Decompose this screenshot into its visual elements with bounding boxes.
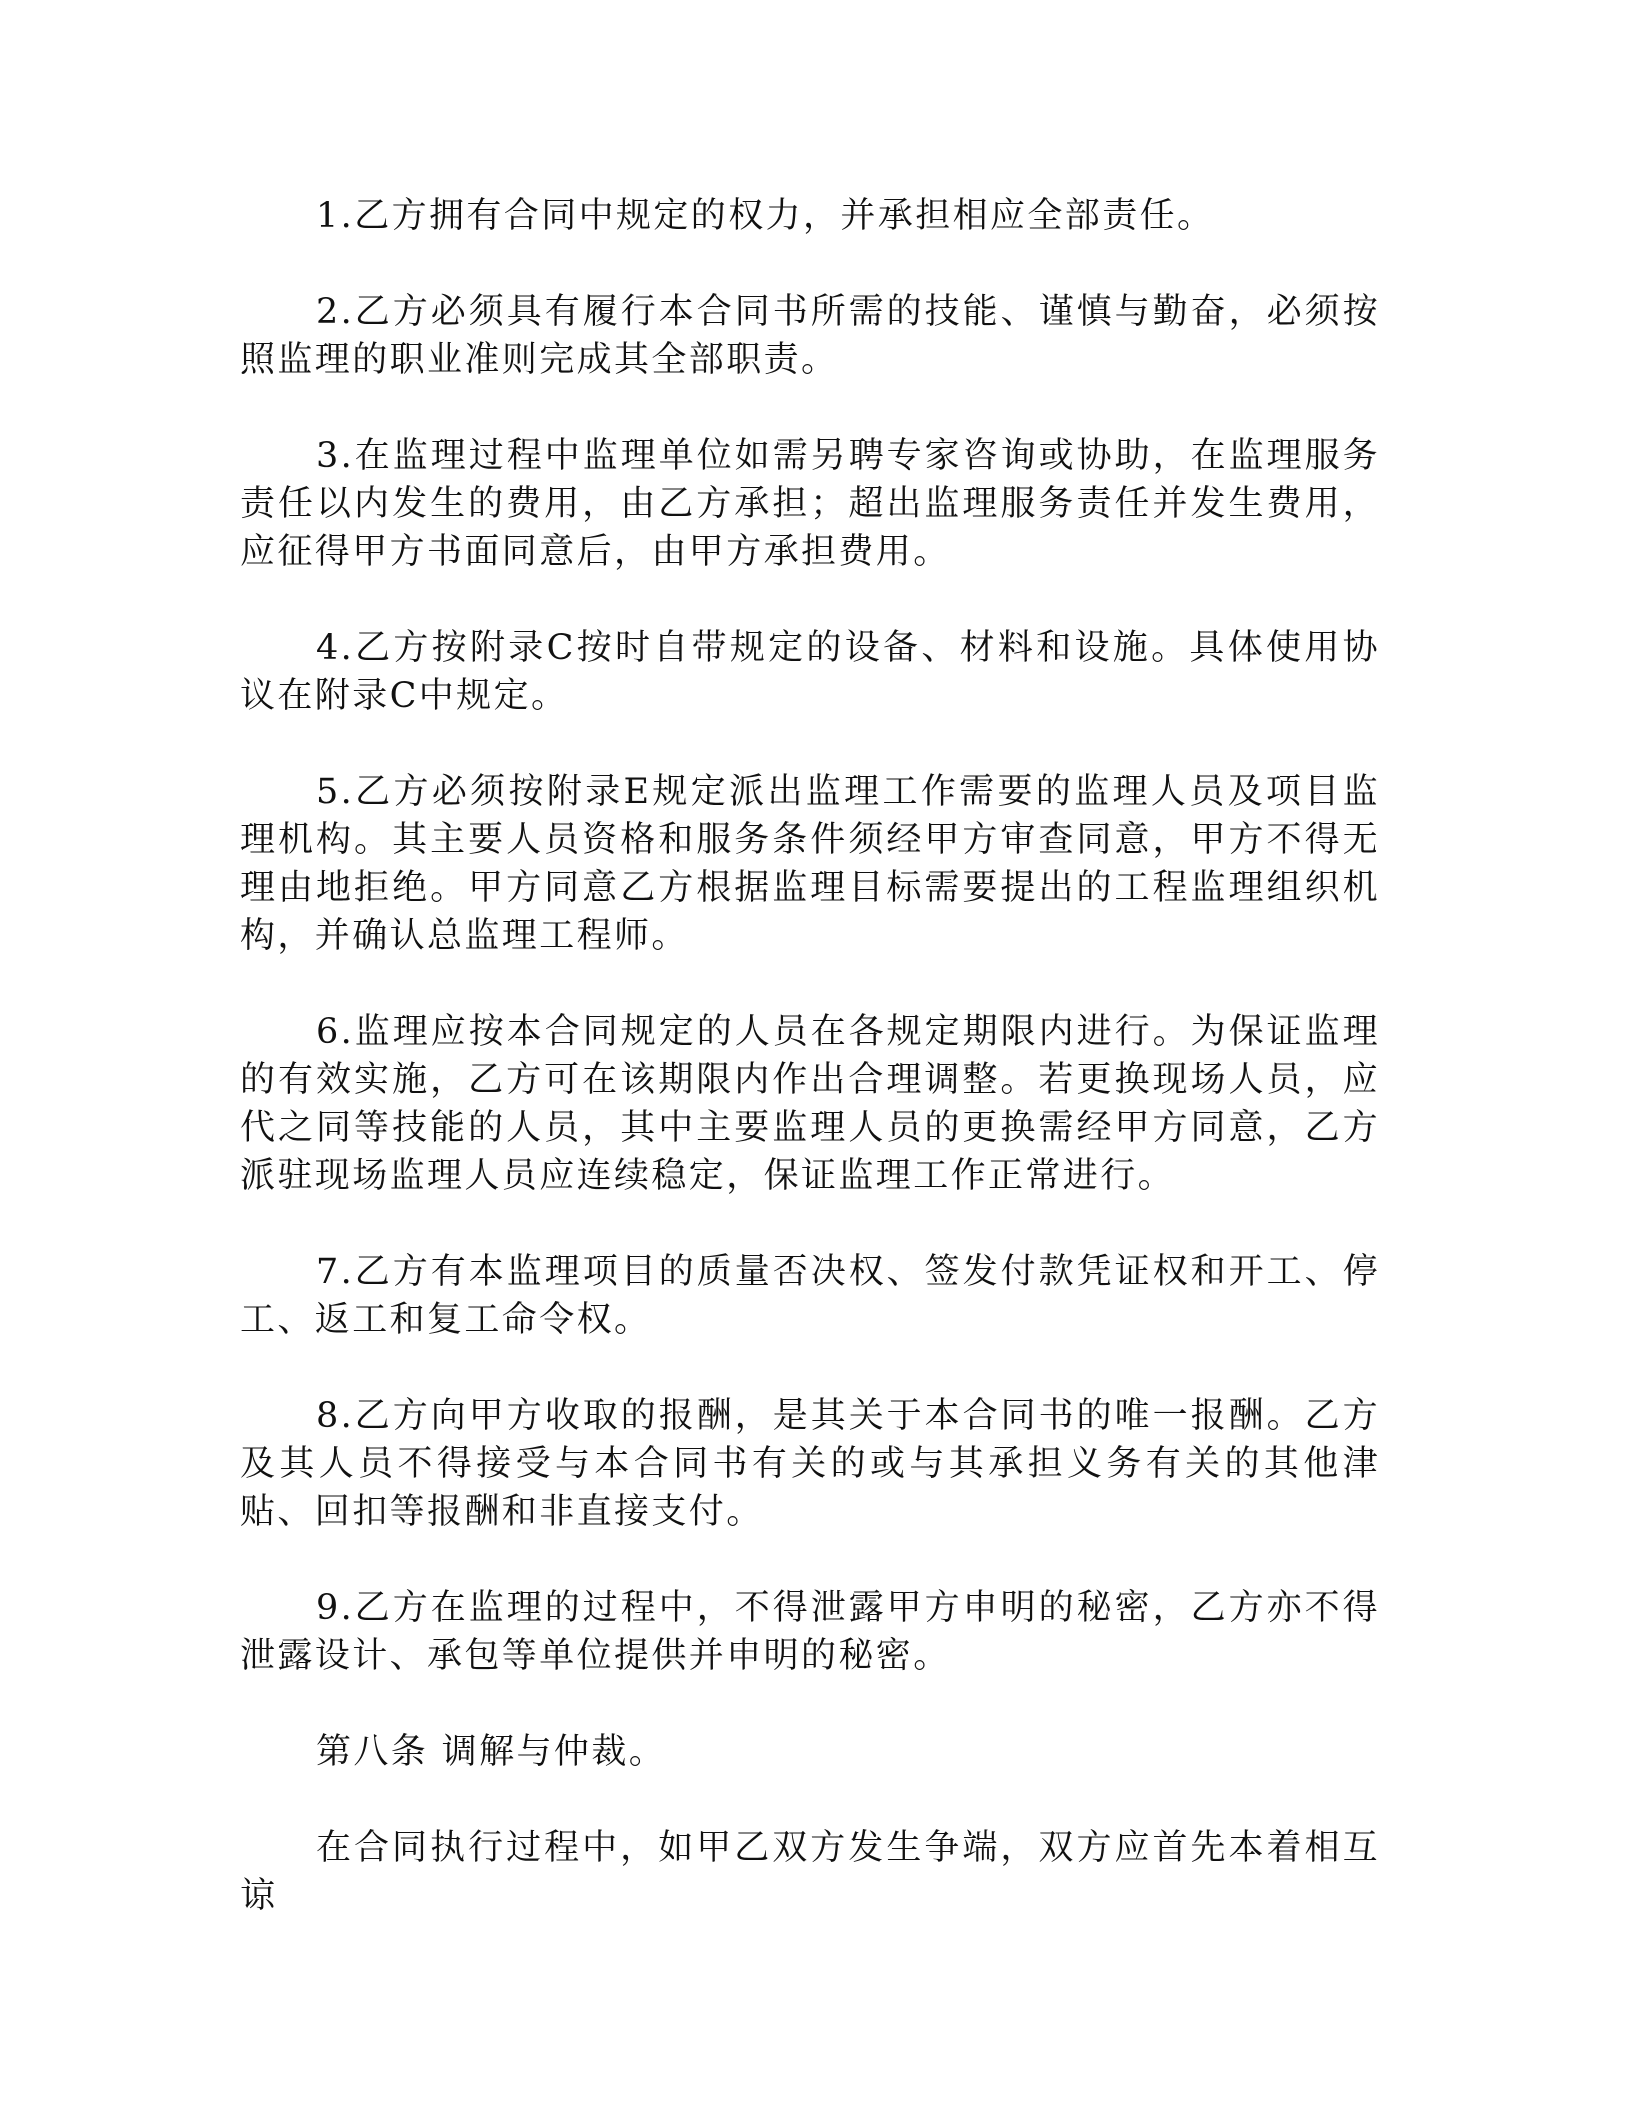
paragraph-7: 7.乙方有本监理项目的质量否决权、签发付款凭证权和开工、停工、返工和复工命令权。: [240, 1252, 1380, 1340]
paragraph-8: 8.乙方向甲方收取的报酬，是其关于本合同书的唯一报酬。乙方及其人员不得接受与本合同书有关的或与其承担义务有关的其他津贴、回扣等报酬和非直接支付。: [240, 1396, 1380, 1532]
paragraph-5: 5.乙方必须按附录E规定派出监理工作需要的监理人员及项目监理机构。其主要人员资格和服务条件须经甲方审查同意，甲方不得无理由地拒绝。甲方同意乙方根据监理目标需要提出的工程监理组织机构，并确认总监理工程师。: [240, 772, 1380, 956]
paragraph-2: 2.乙方必须具有履行本合同书所需的技能、谨慎与勤奋，必须按照监理的职业准则完成其全部职责。: [240, 292, 1380, 380]
paragraph-4: 4.乙方按附录C按时自带规定的设备、材料和设施。具体使用协议在附录C中规定。: [240, 628, 1380, 716]
paragraph-3: 3.在监理过程中监理单位如需另聘专家咨询或协助，在监理服务责任以内发生的费用，由乙方承担；超出监理服务责任并发生费用，应征得甲方书面同意后，由甲方承担费用。: [240, 436, 1380, 572]
paragraph-1: 1.乙方拥有合同中规定的权力，并承担相应全部责任。: [316, 196, 1215, 236]
section-heading-article-8: 第八条 调解与仲裁。: [316, 1732, 667, 1772]
document-body: [240, 192, 1380, 1968]
paragraph-9: 9.乙方在监理的过程中，不得泄露甲方申明的秘密，乙方亦不得泄露设计、承包等单位提供并申明的秘密。: [240, 1588, 1380, 1676]
paragraph-10: 在合同执行过程中，如甲乙双方发生争端，双方应首先本着相互谅: [240, 1828, 1380, 1916]
paragraph-6: 6.监理应按本合同规定的人员在各规定期限内进行。为保证监理的有效实施，乙方可在该期限内作出合理调整。若更换现场人员，应代之同等技能的人员，其中主要监理人员的更换需经甲方同意，乙方派驻现场监理人员应连续稳定，保证监理工作正常进行。: [240, 1012, 1380, 1196]
